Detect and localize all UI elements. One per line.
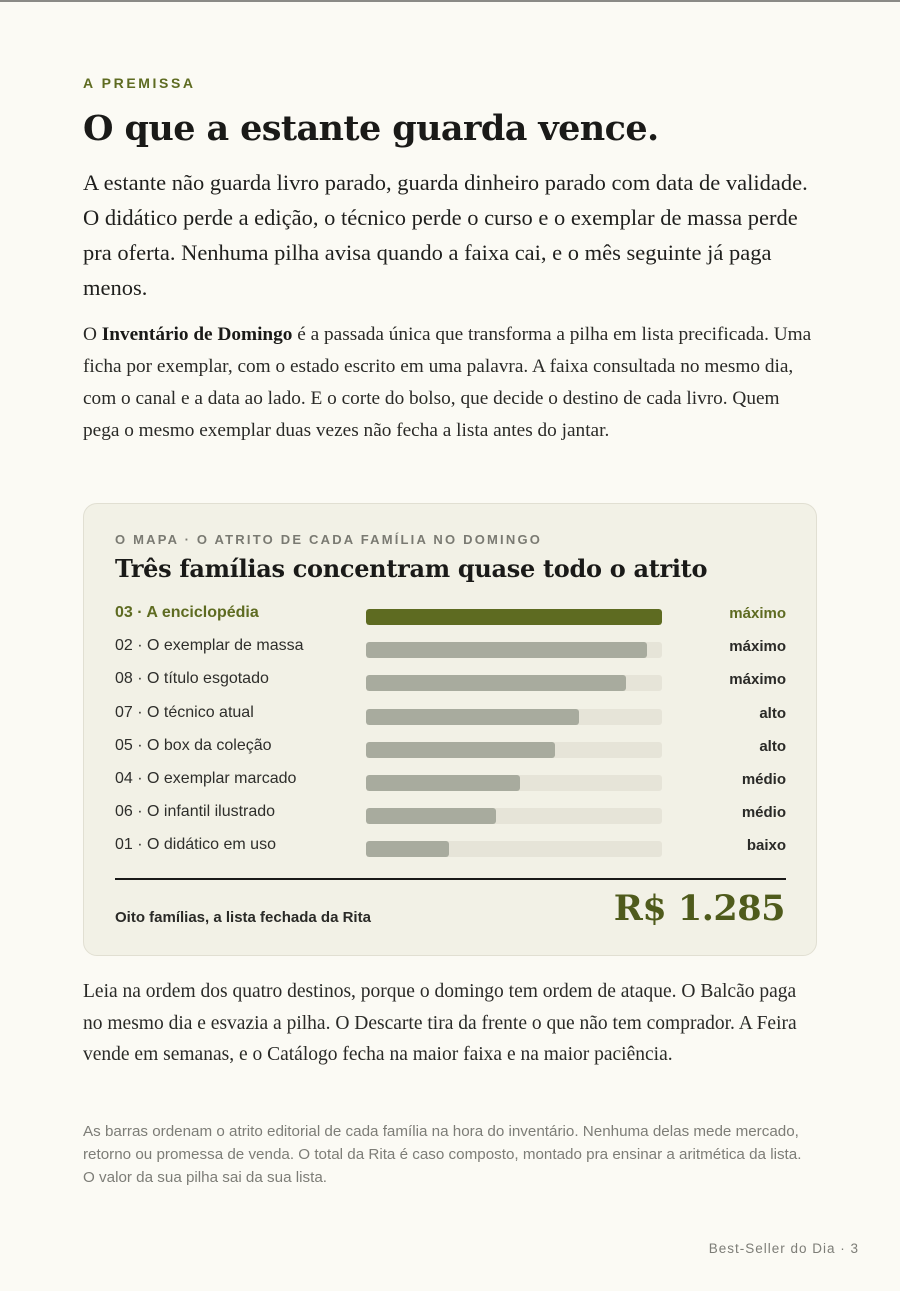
bar-track: [366, 841, 662, 857]
bar-level: médio: [741, 804, 786, 822]
bar-label: 05 · O box da coleção: [115, 736, 272, 754]
page-footer: Best-Seller do Dia · 3: [708, 1241, 859, 1256]
bar: [366, 841, 449, 857]
bar-track: [366, 808, 662, 824]
page-title: O que a estante guarda vence.: [83, 108, 659, 149]
lead-paragraph: A estante não guarda livro parado, guarda dinheiro parado com data de validade. O didático perde a edição, o técnico perde o curso e o exemplar de massa perde pra oferta. Nenhuma pilha avisa quando a faixa cai, e o mês seguinte já paga menos.: [83, 170, 808, 300]
bar-label: 01 · O didático em uso: [115, 836, 276, 854]
bar: [366, 742, 555, 758]
chart-row: [115, 833, 786, 866]
body-paragraph: [83, 319, 817, 447]
divider: [115, 878, 786, 880]
bar-level: alto: [759, 737, 786, 755]
bar-track: [366, 775, 662, 791]
bar-level: baixo: [746, 837, 786, 855]
bar: [366, 775, 520, 791]
bar-label: 04 · O exemplar marcado: [115, 769, 297, 787]
bar-label: 03 · A enciclopédia: [115, 604, 259, 621]
bar-track: [366, 609, 662, 625]
chart-row: [115, 767, 786, 800]
chart-row: [115, 701, 786, 734]
body-prefix: O: [83, 324, 102, 345]
bar: [366, 609, 662, 625]
bar-label: 08 · O título esgotado: [115, 670, 269, 688]
total-value: R$ 1.285: [613, 888, 785, 929]
bar-level: alto: [759, 704, 786, 722]
body-rest: é a passada única que transforma a pilha em lista precificada. Uma ficha por exemplar, com o estado escrito em uma palavra. A faixa consultada no mesmo dia, com o canal e a data ao lado. E o corte do bolso, que decide o destino de cada livro. Quem pega o mesmo exemplar duas vezes não fecha a lista antes do jantar.: [83, 324, 812, 441]
bar: [366, 675, 626, 691]
chart-row: [115, 667, 786, 700]
bar-track: [366, 742, 662, 758]
chart-rows: [115, 601, 786, 867]
chart-row: [115, 800, 786, 833]
chart-row: [115, 634, 786, 667]
bar-track: [366, 709, 662, 725]
body-bold-term: Inventário de Domingo: [101, 324, 293, 345]
bar-track: [366, 642, 662, 658]
chart-row: [115, 734, 786, 767]
friction-chart-card: [83, 503, 817, 956]
bar: [366, 642, 647, 658]
bar-track: [366, 675, 662, 691]
bar: [366, 709, 579, 725]
footnote: As barras ordenam o atrito editorial de cada família na hora do inventário. Nenhuma delas mede mercado, retorno ou promessa de venda. O total da Rita é caso composto, montado pra ensinar a aritmética da lista. O valor da sua pilha sai da sua lista.: [83, 1123, 802, 1186]
card-eyebrow: O MAPA · O ATRITO DE CADA FAMÍLIA NO DOMINGO: [115, 532, 543, 547]
total-label: Oito famílias, a lista fechada da Rita: [115, 909, 371, 926]
bar-label: 07 · O técnico atual: [115, 703, 254, 721]
after-paragraph: Leia na ordem dos quatro destinos, porque o domingo tem ordem de ataque. O Balcão paga no mesmo dia e esvazia a pilha. O Descarte tira da frente o que não tem comprador. A Feira vende em semanas, e o Catálogo fecha na maior faixa e na maior paciência.: [83, 981, 797, 1065]
section-eyebrow: A PREMISSA: [83, 75, 196, 91]
bar-level: médio: [741, 770, 786, 788]
bar-level: máximo: [729, 605, 786, 622]
bar-level: máximo: [729, 638, 786, 656]
bar-label: 02 · O exemplar de massa: [115, 637, 304, 655]
bar-level: máximo: [729, 671, 786, 689]
chart-row: [115, 601, 786, 634]
bar: [366, 808, 496, 824]
bar-label: 06 · O infantil ilustrado: [115, 803, 276, 821]
card-title: Três famílias concentram quase todo o atrito: [115, 554, 708, 583]
